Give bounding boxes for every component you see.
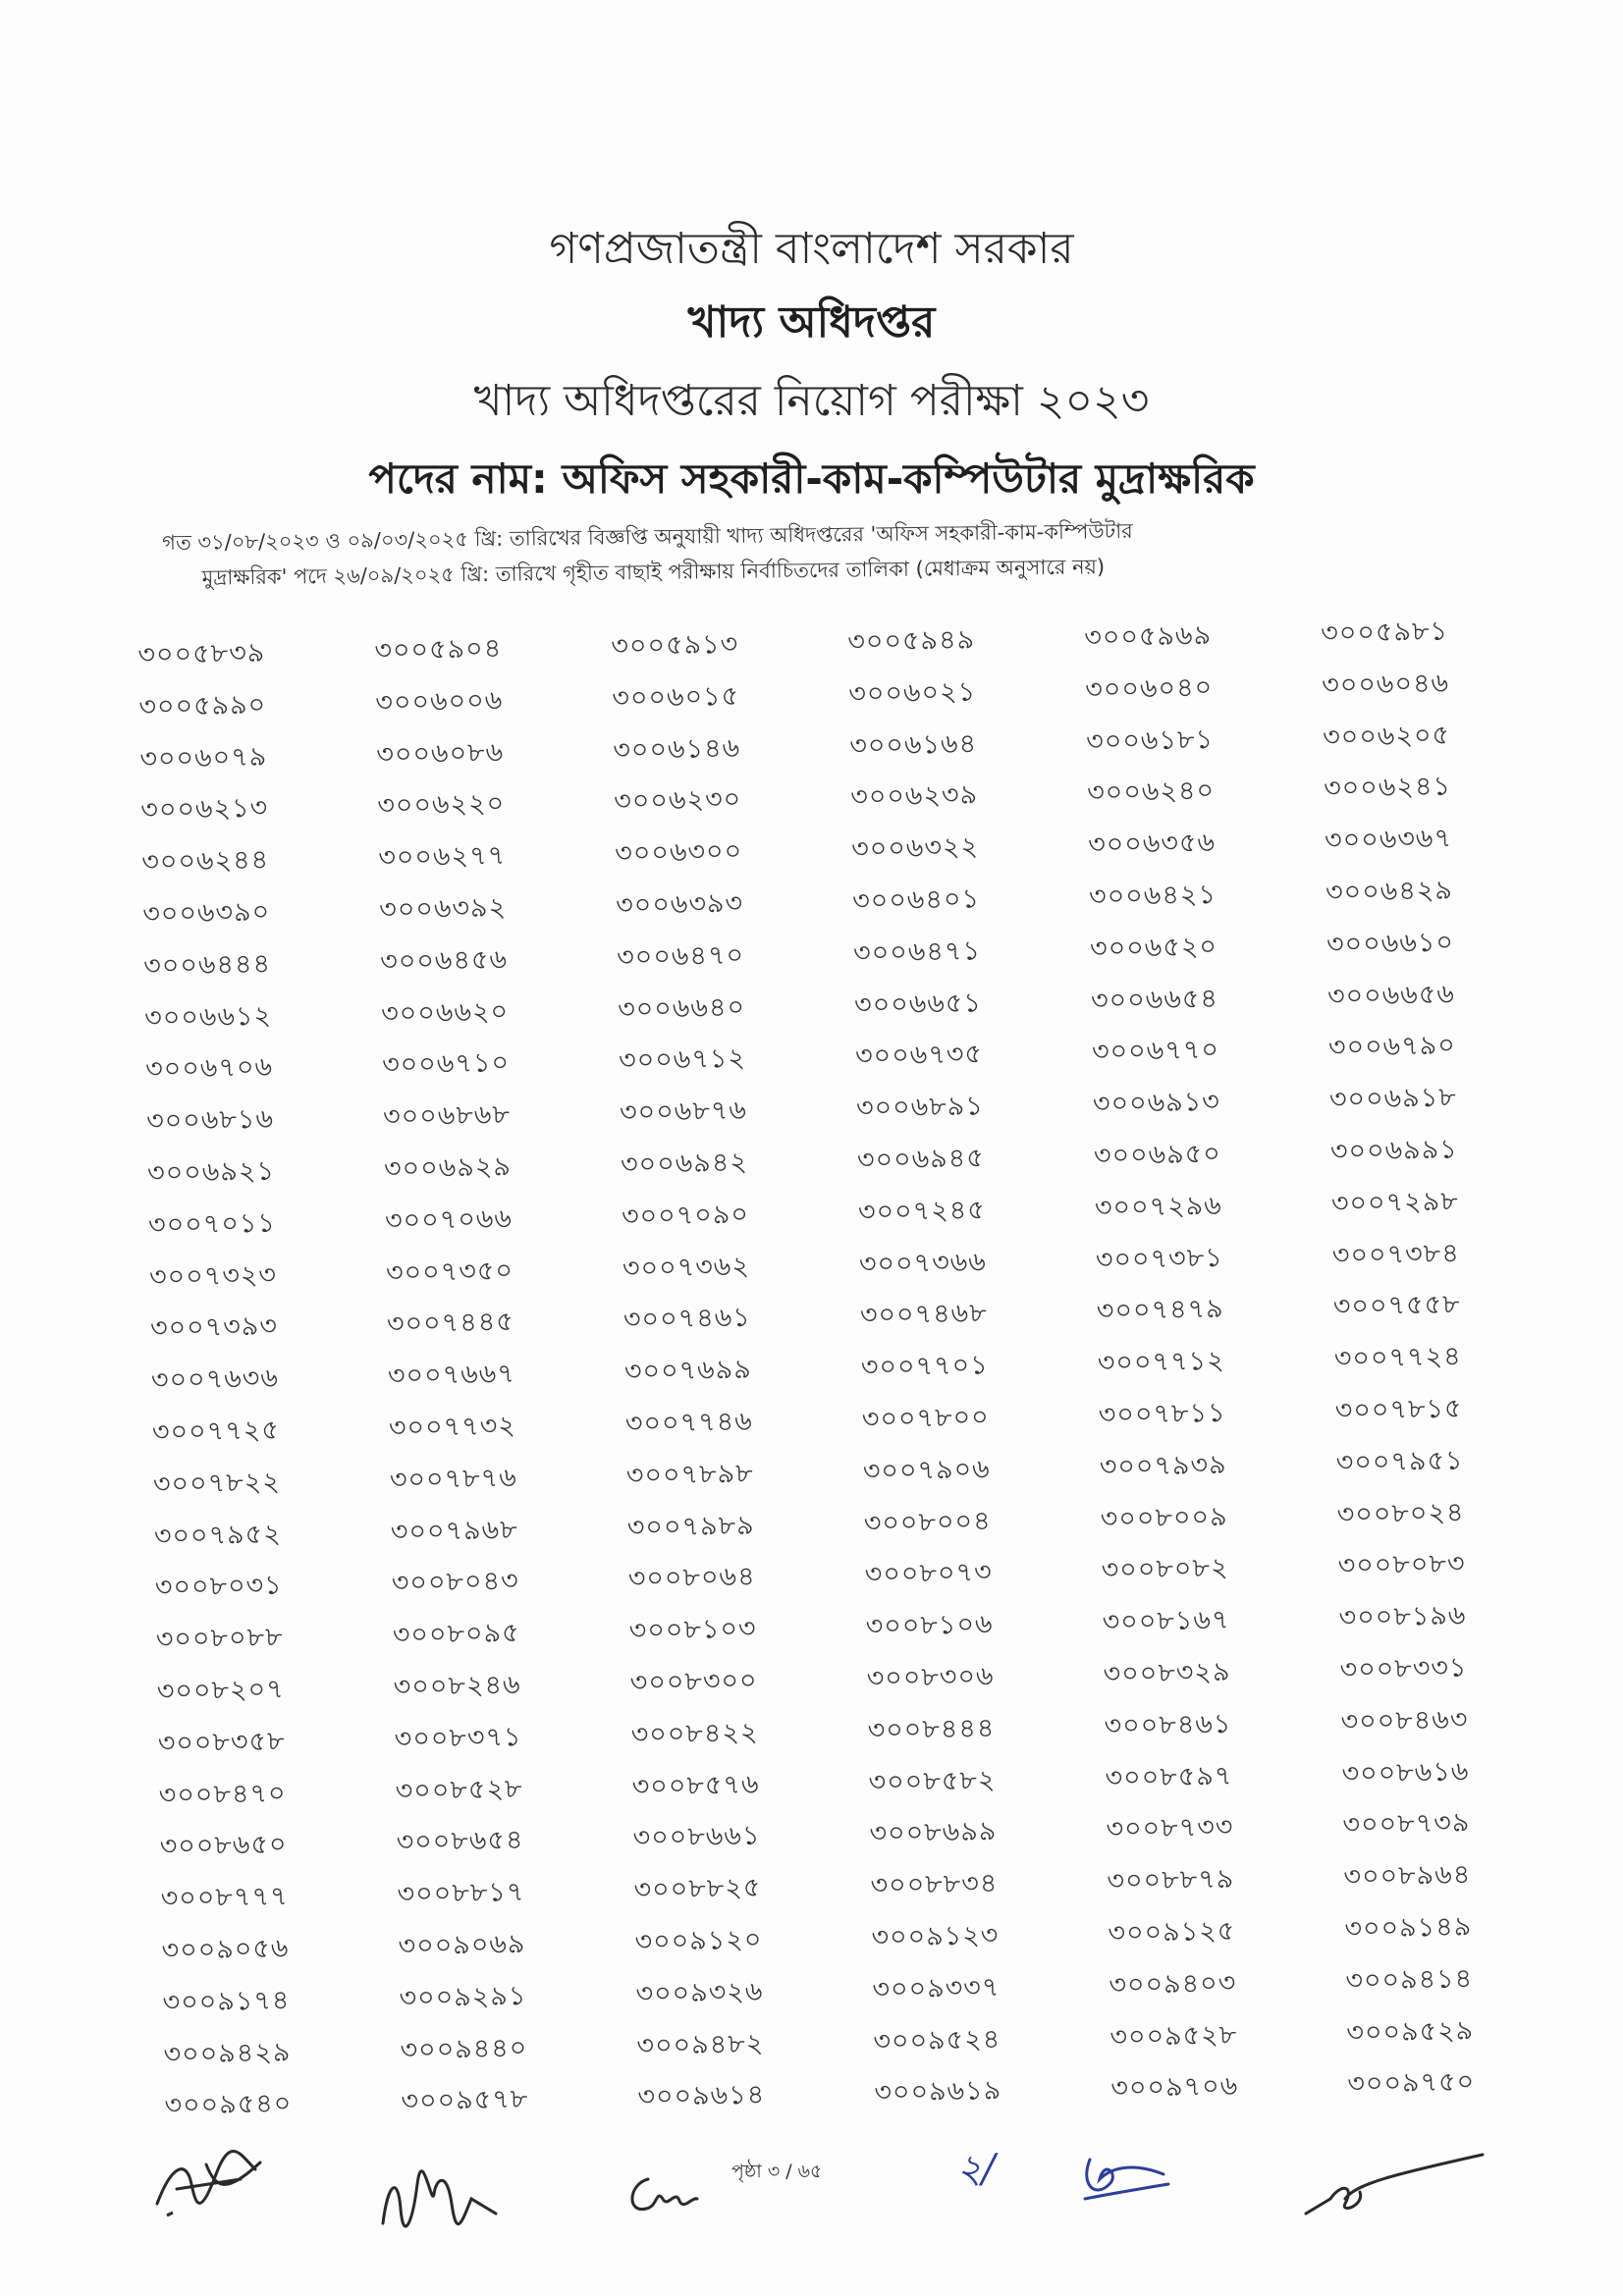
notice-line-1: গত ৩১/০৮/২০২৩ ও ০৯/০৩/২০২৫ খ্রি: তারিখের বিজ্ঞপ্তি অনুযায়ী খাদ্য অধিদপ্তরের 'অফিস সহকারী-কাম-কম্পিউটার — [162, 518, 1133, 555]
roll-number: ৩০০৬৪০১ — [851, 883, 981, 917]
roll-number: ৩০০৬৯৪৫ — [856, 1143, 986, 1176]
roll-number: ৩০০৭৩৮১ — [1095, 1242, 1224, 1275]
roll-number: ৩০০৮৫২৮ — [395, 1773, 523, 1806]
roll-number: ৩০০৬৫২০ — [1089, 931, 1218, 965]
signature-4 — [1070, 2145, 1178, 2214]
roll-number: ৩০০৭৪৪৫ — [386, 1307, 515, 1340]
roll-number: ৩০০৮৩২৯ — [1103, 1656, 1231, 1690]
roll-number: ৩০০৭৯৮৯ — [626, 1510, 755, 1543]
roll-number: ৩০০৮০৪৩ — [391, 1566, 519, 1599]
roll-number: ৩০০৭২৯৮ — [1330, 1186, 1459, 1219]
roll-number: ৩০০৫৯৯০ — [138, 689, 267, 722]
roll-number: ৩০০৯৩২৬ — [635, 1976, 764, 2009]
roll-number: ৩০০৬৪৭১ — [852, 935, 982, 969]
roll-number: ৩০০৮০২৪ — [1336, 1496, 1465, 1530]
roll-number: ৩০০৭৮১৫ — [1334, 1393, 1463, 1426]
roll-number: ৩০০৭০৯০ — [621, 1199, 750, 1232]
roll-number: ৩০০৮৬৫০ — [159, 1829, 288, 1863]
roll-number: ৩০০৭০৬৬ — [384, 1202, 514, 1237]
roll-number: ৩০০৮১৯৬ — [1338, 1600, 1467, 1633]
roll-number: ৩০০৮৭৩৯ — [1342, 1807, 1471, 1842]
roll-number: ৩০০৬০৮৬ — [376, 736, 505, 771]
roll-number: ৩০০৭৬৬৭ — [387, 1359, 516, 1392]
roll-number: ৩০০৯২৯১ — [399, 1980, 527, 2014]
roll-number: ৩০০৬৩৯০ — [142, 896, 271, 930]
roll-number: ৩০০৬২৪১ — [1323, 771, 1452, 805]
roll-number: ৩০০৮০০৯ — [1100, 1501, 1228, 1534]
roll-number: ৩০০৯৬১৪ — [637, 2079, 766, 2113]
roll-number: ৩০০৯৩৩৭ — [872, 1971, 1001, 2005]
roll-number: ৩০০৭৪৭৯ — [1096, 1294, 1224, 1327]
roll-number: ৩০০৮৮৭৯ — [1107, 1863, 1235, 1897]
roll-number: ৩০০৯৫৪০ — [164, 2088, 293, 2122]
roll-number: ৩০০৭৭৩২ — [388, 1411, 517, 1444]
roll-number: ৩০০৮৬১৬ — [1341, 1755, 1470, 1789]
roll-number: ৩০০৬২৩০ — [614, 784, 742, 818]
roll-number: ৩০০৮৫৭৬ — [631, 1769, 760, 1802]
roll-number: ৩০০৬৬১২ — [143, 1000, 273, 1034]
signature-3 — [619, 2160, 707, 2228]
roll-number: ৩০০৯৫৭৮ — [401, 2084, 529, 2117]
roll-number: ৩০০৬৬১০ — [1325, 927, 1455, 960]
roll-number: ৩০০৭৬৯৯ — [623, 1354, 753, 1388]
roll-number-list — [137, 606, 1530, 2122]
roll-number: ৩০০৯১২৩ — [871, 1920, 1000, 1953]
roll-number: ৩০০৮৪৬১ — [1104, 1708, 1232, 1741]
roll-number: ৩০০৬৬৫১ — [853, 987, 983, 1021]
roll-number: ৩০০৮৫৮২ — [868, 1764, 997, 1798]
roll-number: ৩০০৬৯১৮ — [1328, 1082, 1458, 1116]
roll-number: ৩০০৭৭১২ — [1097, 1345, 1225, 1379]
roll-number: ৩০০৮৬৯৯ — [869, 1816, 998, 1849]
signature-5 — [1286, 2145, 1502, 2233]
roll-number: ৩০০৬২২০ — [377, 788, 506, 822]
roll-number: ৩০০৮৩৩১ — [1339, 1652, 1468, 1685]
roll-number: ৩০০৭৭২৪ — [1333, 1341, 1462, 1374]
roll-number: ৩০০৮০৮৩ — [1337, 1548, 1466, 1582]
roll-number: ৩০০৬১৮১ — [1085, 723, 1215, 757]
roll-number: ৩০০৭৩৫০ — [385, 1255, 514, 1289]
roll-number: ৩০০৮০৭৩ — [864, 1557, 993, 1590]
roll-number: ৩০০৬৭৭০ — [1091, 1035, 1220, 1068]
roll-number: ৩০০৬২৭৭ — [378, 840, 507, 874]
roll-number: ৩০০৬০৪৬ — [1321, 667, 1450, 701]
roll-number: ৩০০৭৯৩৯ — [1099, 1449, 1227, 1482]
roll-number: ৩০০৯৫২৮ — [1109, 2019, 1238, 2053]
roll-number: ৩০০৭৬৩৬ — [150, 1362, 280, 1397]
roll-number: ৩০০৯৪১৪ — [1345, 1963, 1474, 1997]
roll-number: ৩০০৭৯৫১ — [1335, 1445, 1464, 1478]
government-heading: গণপ্রজাতন্ত্রী বাংলাদেশ সরকার — [549, 224, 1074, 274]
roll-number: ৩০০৯১২০ — [634, 1924, 763, 1957]
roll-number: ৩০০৫৯৬৯ — [1084, 619, 1213, 654]
roll-number: ৩০০৭৮২২ — [152, 1467, 282, 1500]
roll-number: ৩০০৬৬৫৬ — [1326, 979, 1456, 1012]
roll-number: ৩০০৬৪৭০ — [616, 939, 745, 973]
roll-number: ৩০০৭৩২৩ — [148, 1259, 278, 1293]
roll-number: ৩০০৮৫৯৭ — [1105, 1760, 1233, 1793]
roll-number: ৩০০৫৯১৩ — [611, 628, 739, 663]
post-name: পদের নাম: অফিস সহকারী-কাম-কম্পিউটার মুদ্রাক্ষরিক — [368, 454, 1255, 503]
roll-number: ৩০০৮৭৭৭ — [160, 1881, 289, 1914]
roll-number: ৩০০৬৮১৬ — [145, 1103, 275, 1138]
roll-number: ৩০০৭৩৯৩ — [149, 1310, 279, 1345]
roll-number: ৩০০৭৯০৬ — [862, 1453, 991, 1487]
roll-number: ৩০০৬৩০০ — [614, 835, 743, 870]
page-number: পৃষ্ঠা ৩ / ৬৫ — [731, 2161, 823, 2182]
roll-number: ৩০০৭৮১১ — [1098, 1397, 1226, 1431]
roll-number: ৩০০৮৯৬৪ — [1343, 1859, 1472, 1893]
roll-number: ৩০০৬৯২৯ — [383, 1151, 513, 1185]
roll-number: ৩০০৬০২১ — [848, 676, 977, 710]
roll-number: ৩০০৮৪৬৩ — [1340, 1704, 1469, 1737]
roll-number: ৩০০৮০০৪ — [863, 1505, 992, 1539]
roll-number: ৩০০৮৩০০ — [629, 1665, 758, 1698]
roll-number: ৩০০৬৩৬৭ — [1324, 823, 1453, 857]
roll-number: ৩০০৬২১৩ — [140, 792, 269, 827]
roll-number: ৩০০৭৩৬২ — [622, 1251, 751, 1284]
roll-number: ৩০০৮৩০৬ — [866, 1661, 995, 1694]
roll-number: ৩০০৮৮১৭ — [397, 1877, 525, 1910]
roll-number: ৩০০৭৩৬৬ — [858, 1246, 988, 1280]
roll-number: ৩০০৭৭০১ — [860, 1350, 990, 1383]
roll-number: ৩০০৫৯৮১ — [1320, 615, 1449, 649]
roll-number: ৩০০৭৪৬১ — [622, 1303, 752, 1336]
roll-number: ৩০০৭৭৪৬ — [624, 1406, 754, 1439]
roll-number: ৩০০৯৭৫০ — [1347, 2066, 1476, 2100]
roll-number: ৩০০৭৩৮৪ — [1331, 1237, 1460, 1271]
roll-number: ৩০০৭৪৬৮ — [859, 1298, 989, 1331]
roll-number: ৩০০৭০১১ — [147, 1207, 277, 1241]
roll-number: ৩০০৮১০৬ — [865, 1609, 994, 1642]
roll-number: ৩০০৭৯৫২ — [153, 1519, 283, 1552]
roll-number: ৩০০৬২৩৯ — [849, 779, 979, 814]
roll-number: ৩০০৫৯৪৯ — [847, 624, 976, 658]
roll-number: ৩০০৬৭৯০ — [1327, 1030, 1457, 1064]
roll-number: ৩০০৬৭৩৫ — [854, 1039, 984, 1073]
roll-number: ৩০০৫৮৩৯ — [137, 637, 266, 670]
roll-number: ৩০০৬০১৫ — [612, 680, 740, 714]
roll-number: ৩০০৭৮৯৮ — [625, 1458, 754, 1491]
roll-number: ৩০০৬৯১৩ — [1092, 1087, 1221, 1120]
roll-number: ৩০০৮০৯৫ — [392, 1618, 520, 1651]
roll-number: ৩০০৬৩৯২ — [378, 892, 508, 926]
roll-number: ৩০০৮১৬৭ — [1102, 1604, 1230, 1638]
roll-number: ৩০০৬৩৫৬ — [1087, 828, 1217, 861]
roll-number: ৩০০৬১৪৬ — [613, 732, 741, 766]
department-heading: খাদ্য অধিদপ্তর — [687, 297, 936, 347]
handwritten-mark: ২/ — [956, 2147, 996, 2192]
roll-number: ৩০০৯০৬৯ — [398, 1928, 526, 1962]
roll-number: ৩০০৫৯০৪ — [374, 633, 503, 667]
roll-number: ৩০০৮০৮৮ — [155, 1622, 284, 1655]
roll-number: ৩০০৭৭২৫ — [151, 1415, 281, 1448]
signature-1 — [147, 2145, 275, 2223]
roll-number: ৩০০৮৭৩৩ — [1106, 1812, 1234, 1845]
roll-number: ৩০০৯৭০৬ — [1110, 2071, 1239, 2105]
roll-number: ৩০০৬৪৪৪ — [142, 948, 272, 982]
roll-number: ৩০০৬৬৪০ — [617, 991, 746, 1025]
roll-number: ৩০০৯৪০৩ — [1109, 1967, 1237, 2001]
roll-number: ৩০০৬৮৬৮ — [382, 1099, 512, 1133]
roll-number: ৩০০৭৯৬৮ — [390, 1514, 518, 1547]
roll-number: ৩০০৭৮৭৬ — [389, 1462, 518, 1496]
roll-number: ৩০০৮৪৭০ — [158, 1777, 287, 1811]
roll-number: ৩০০৯৪৪০ — [400, 2032, 528, 2065]
roll-number: ৩০০৯৬১৯ — [874, 2075, 1002, 2109]
notice-text — [162, 510, 1380, 596]
roll-number: ৩০০৯১৭৪ — [162, 1985, 291, 2018]
roll-number: ৩০০৬৯৫০ — [1093, 1138, 1222, 1172]
roll-number: ৩০০৯৫২৪ — [873, 2023, 1001, 2057]
roll-number: ৩০০৬৩৯৩ — [615, 887, 744, 922]
roll-number: ৩০০৮৪৪৪ — [867, 1712, 996, 1746]
roll-number: ৩০০৯০৫৬ — [161, 1933, 290, 1966]
roll-number: ৩০০৬৪২৯ — [1325, 875, 1454, 908]
roll-number: ৩০০৯৪২৯ — [163, 2036, 292, 2070]
roll-number: ৩০০৮২৪৬ — [393, 1669, 521, 1703]
roll-number: ৩০০৮০৮২ — [1101, 1553, 1229, 1586]
roll-number: ৩০০৮০৬৪ — [627, 1561, 756, 1595]
roll-number: ৩০০৯৫২৯ — [1346, 2014, 1475, 2049]
roll-number-grid — [137, 605, 1585, 2133]
roll-number: ৩০০৬৭০৬ — [144, 1051, 274, 1086]
roll-number: ৩০০৬৯২১ — [146, 1155, 276, 1189]
roll-number: ৩০০৬৬২০ — [380, 995, 510, 1030]
roll-number: ৩০০৬১৬৪ — [848, 727, 978, 762]
roll-number: ৩০০৬৯৯১ — [1329, 1134, 1458, 1167]
roll-number: ৩০০৬৭১০ — [381, 1047, 511, 1081]
roll-number: ৩০০৯১২৫ — [1108, 1915, 1236, 1949]
roll-number: ৩০০৭৫৫৮ — [1332, 1289, 1461, 1323]
roll-number: ৩০০৬০৭৯ — [139, 741, 268, 774]
roll-number: ৩০০৮৬৬১ — [632, 1820, 761, 1854]
roll-number: ৩০০৭২৪৫ — [857, 1195, 987, 1228]
roll-number: ৩০০৬৭১২ — [618, 1043, 747, 1077]
roll-number: ৩০০৬৪২১ — [1088, 879, 1217, 913]
roll-number: ৩০০৮৩৫৮ — [157, 1726, 286, 1759]
roll-number: ৩০০৬৮৯১ — [855, 1091, 985, 1124]
roll-number: ৩০০৬৩২২ — [850, 831, 980, 865]
notice-line-2: মুদ্রাক্ষরিক' পদে ২৬/০৯/২০২৫ খ্রি: তারিখে গৃহীত বাছাই পরীক্ষায় নির্বাচিতদের তালিকা (মেধাক্রম অনুসারে নয়) — [201, 555, 1106, 590]
roll-number: ৩০০৬২৪৪ — [141, 844, 270, 879]
exam-title: খাদ্য অধিদপ্তরের নিয়োগ পরীক্ষা ২০২৩ — [473, 376, 1150, 426]
roll-number: ৩০০৮৬৫৪ — [396, 1825, 524, 1858]
roll-number: ৩০০৬২৪০ — [1086, 775, 1216, 809]
roll-number: ৩০০৮২০৭ — [156, 1674, 285, 1707]
roll-number: ৩০০৭৮০০ — [861, 1402, 990, 1435]
roll-number: ৩০০৬২০৫ — [1322, 720, 1451, 753]
roll-number: ৩০০৮৪২২ — [630, 1717, 759, 1750]
roll-number: ৩০০৯৪৮২ — [636, 2028, 765, 2061]
roll-number: ৩০০৬০৪০ — [1084, 671, 1214, 706]
roll-number: ৩০০৬৬৫৪ — [1090, 983, 1219, 1016]
roll-number: ৩০০৭২৯৬ — [1094, 1190, 1223, 1223]
roll-number: ৩০০৯১৪৯ — [1344, 1911, 1473, 1945]
roll-number: ৩০০৮৮২৫ — [633, 1872, 762, 1906]
roll-number: ৩০০৮১০৩ — [628, 1613, 757, 1647]
roll-number: ৩০০৬৯৪২ — [620, 1147, 749, 1181]
roll-number: ৩০০৮৩৭১ — [394, 1721, 522, 1755]
roll-number: ৩০০৬৪৫৬ — [379, 943, 509, 978]
roll-number: ৩০০৮০৩১ — [154, 1570, 283, 1604]
roll-number: ৩০০৮৮৩৪ — [870, 1868, 999, 1901]
roll-number: ৩০০৬০০৬ — [375, 684, 504, 719]
signature-2 — [373, 2155, 511, 2243]
roll-number: ৩০০৬৮৭৬ — [619, 1095, 748, 1129]
